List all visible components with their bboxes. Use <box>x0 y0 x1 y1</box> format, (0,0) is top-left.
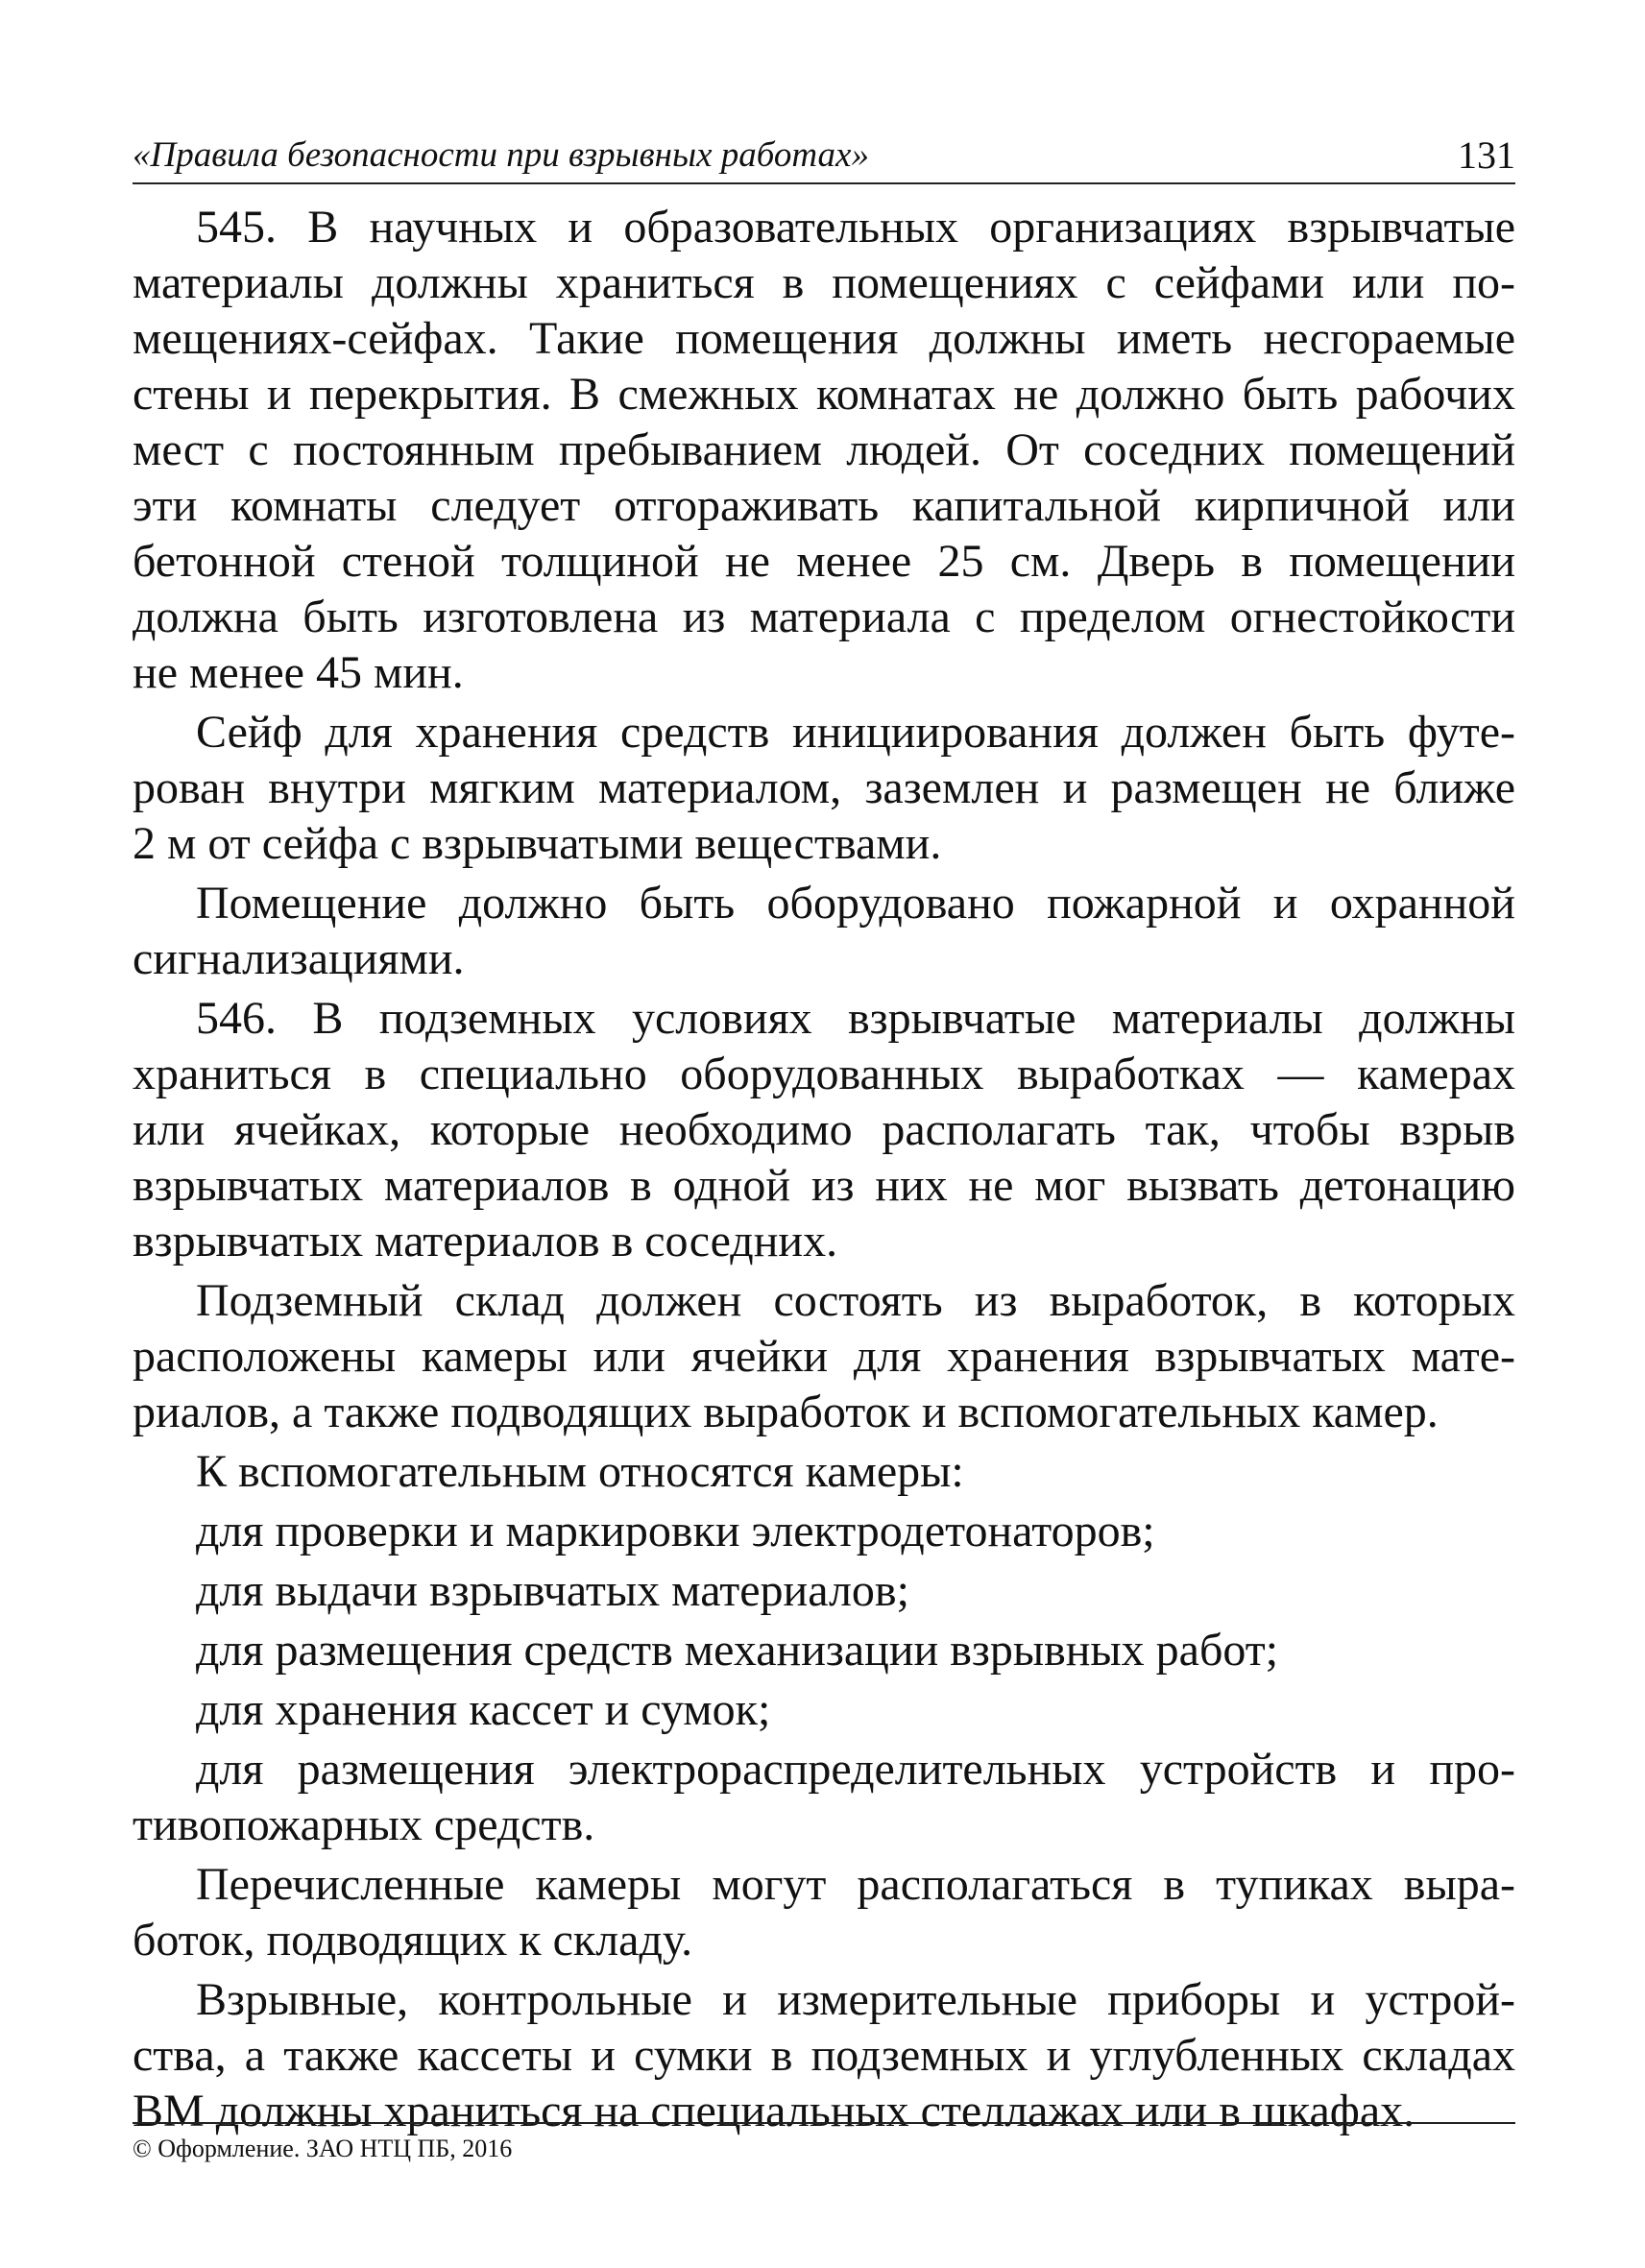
text-line: не менее 45 мин. <box>133 647 464 698</box>
text-line: боток, подводящих к складу. <box>133 1915 693 1966</box>
text-line: мещениях-сейфах. Такие помещения должны иметь несгораемые <box>133 313 1515 364</box>
paragraph-aux-intro <box>133 1444 1515 1500</box>
text-line: должна быть изготовлена из материала с пределом огнестойкости <box>133 591 1515 642</box>
text-line: Перечисленные камеры могут располагаться в тупиках выра- <box>196 1859 1515 1910</box>
page-number: 131 <box>1458 133 1515 177</box>
text-line: для размещения средств механизации взрывных работ; <box>196 1625 1279 1676</box>
text-line: взрывчатых материалов в одной из них не мог вызвать детонацию <box>133 1160 1515 1211</box>
paragraph-warehouse <box>133 1273 1515 1440</box>
text-line: ВМ должны храниться на специальных стеллажах или в шкафах. <box>133 2086 1415 2136</box>
text-line: Взрывные, контрольные и измерительные приборы и устрой- <box>196 1974 1515 2025</box>
header-rule <box>133 182 1515 184</box>
text-line: для выдачи взрывчатых материалов; <box>196 1565 909 1616</box>
text-line: для проверки и маркировки электродетонаторов; <box>196 1506 1155 1556</box>
paragraph-deadends <box>133 1857 1515 1968</box>
text-line: для размещения электрораспределительных устройств и про- <box>196 1744 1515 1795</box>
running-head <box>133 134 1515 184</box>
text-line: ства, а также кассеты и сумки в подземных и углубленных складах <box>133 2030 1515 2081</box>
text-line: Помещение должно быть оборудовано пожарной и охранной <box>196 878 1515 929</box>
text-line: материалы должны храниться в помещениях с сейфами или по- <box>133 257 1515 308</box>
text-line: 2 м от сейфа с взрывчатыми веществами. <box>133 818 942 869</box>
text-line: эти комнаты следует отгораживать капитальной кирпичной или <box>133 480 1515 531</box>
list-item <box>133 1563 1515 1619</box>
text-line: взрывчатых материалов в соседних. <box>133 1216 838 1267</box>
text-line: храниться в специально оборудованных выработках — камерах <box>133 1049 1515 1099</box>
paragraph-safe <box>133 705 1515 872</box>
text-line: сигнализациями. <box>133 933 465 984</box>
text-line: риалов, а также подводящих выработок и вспомогательных камер. <box>133 1387 1439 1437</box>
text-line: 546. В подземных условиях взрывчатые материалы должны <box>196 993 1515 1044</box>
footer-rule <box>133 2122 1515 2124</box>
paragraph-546 <box>133 991 1515 1269</box>
paragraph-instruments <box>133 1972 1515 2139</box>
text-line: расположены камеры или ячейки для хранения взрывчатых мате- <box>133 1331 1515 1382</box>
text-line: бетонной стеной толщиной не менее 25 см. Дверь в помещении <box>133 536 1515 587</box>
text-line: тивопожарных средств. <box>133 1799 595 1850</box>
body-text <box>133 200 1515 2139</box>
text-line: рован внутри мягким материалом, заземлен и размещен не ближе <box>133 762 1515 813</box>
text-line: 545. В научных и образовательных организациях взрывчатые <box>196 202 1515 253</box>
list-item <box>133 1682 1515 1738</box>
list-item <box>133 1742 1515 1853</box>
paragraph-alarm <box>133 876 1515 987</box>
text-line: Сейф для хранения средств инициирования должен быть футе- <box>196 707 1515 758</box>
running-title: «Правила безопасности при взрывных работах» <box>133 135 869 175</box>
list-item <box>133 1504 1515 1559</box>
text-line: или ячейках, которые необходимо располагать так, чтобы взрыв <box>133 1104 1515 1155</box>
copyright-footer: © Оформление. ЗАО НТЦ ПБ, 2016 <box>133 2135 513 2162</box>
text-line: для хранения кассет и сумок; <box>196 1684 771 1735</box>
text-line: стены и перекрытия. В смежных комнатах не должно быть рабочих <box>133 369 1515 420</box>
list-item <box>133 1623 1515 1678</box>
paragraph-545 <box>133 200 1515 701</box>
text-line: мест с постоянным пребыванием людей. От соседних помещений <box>133 424 1515 475</box>
text-line: Подземный склад должен состоять из выработок, в которых <box>196 1275 1515 1326</box>
text-line: К вспомогательным относятся камеры: <box>196 1446 964 1497</box>
